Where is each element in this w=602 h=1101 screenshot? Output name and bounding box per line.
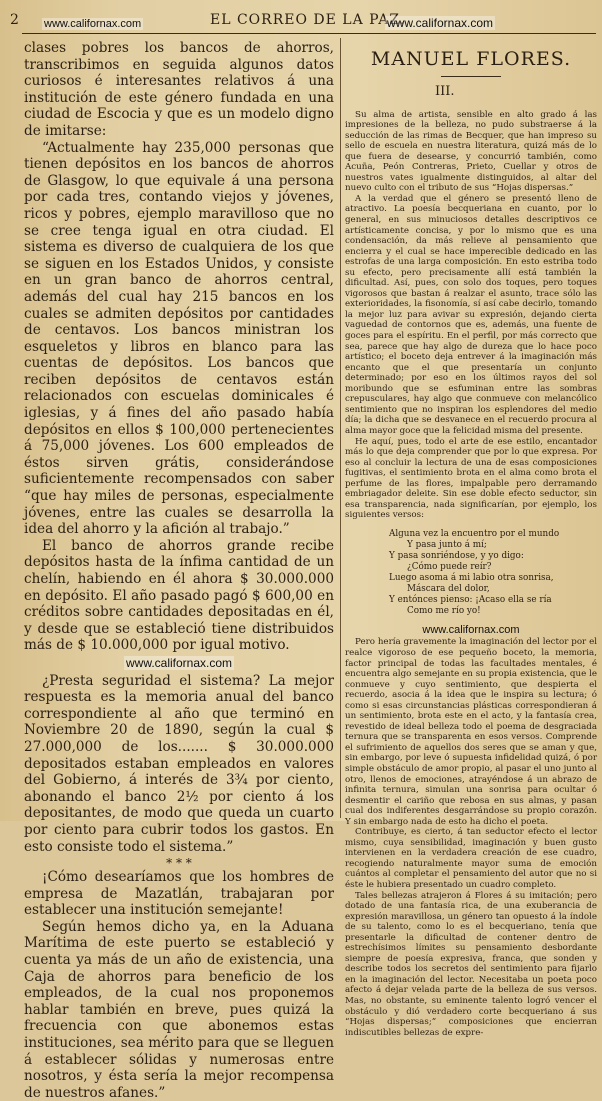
column-divider: [340, 38, 341, 818]
left-column: [24, 40, 334, 1101]
paragraph: Su alma de artista, sensible en alto grado á las impresiones de la belleza, no pudo substraerse á la seducción de las rimas de Becquer, que han impreso su sello de escuela en nuestra literatura, quizá más de lo que fuera de desearse, y concurrió también, como Acuña, Peón Contreras, Prieto, Cuellar y otros de nuestros vates igualmente distinguidos, al altar del nuevo culto con el tributo de sus “Hojas dispersas.”: [345, 109, 597, 194]
paragraph: clases pobres los bancos de ahorros, transcribimos en seguida algunos datos curiosos é interesantes relativos á una institución de este género fundada en una ciudad de Escocia y que es un modelo digno de imitarse:: [24, 40, 334, 139]
paragraph: El banco de ahorros grande recibe depósitos hasta de la ínfima cantidad de un chelín, habiendo en él ahora $ 30.000.000 en depósito. El año pasado pagó $ 600,00 en créditos sobre cantidades depositadas en él, y desde que se estableció tiene distribuidos más de $ 10.000,000 por igual motivo.: [24, 537, 334, 654]
watermark-top-right: www.californax.com: [387, 16, 494, 30]
page-number: 2: [10, 12, 19, 28]
watermark-right-column: www.californax.com: [422, 623, 520, 636]
poem-line: Alguna vez la encuentro por el mundo: [389, 528, 560, 539]
paragraph: Tales bellezas atrajeron á Flores á su imitación; pero dotado de una fantasía rica, de una exuberancia de expresión maravillosa, un género tan opuesto á la índole de su talento, como lo es el becqueriano, tenía que presentarle la dificultad de contener dentro de estrechísimos límites su pensamiento desbordante siempre de poesía expresiva, franca, que sonden y describe todos los secretos del sentimiento para fijarlo en la imaginación del lector. Necesitaba un poeta poco afecto á dejar velada parte de la belleza de sus versos. Mas, no obstante, su eminente talento logró vencer el obstáculo y dió verdadero corte becqueriano á sus “Hojas dispersas;” composiciones que encierran indiscutibles bellezas de expre-: [345, 890, 597, 1038]
header-rule: [22, 33, 596, 34]
paragraph: He aquí, pues, todo el arte de ese estilo, encantador más lo que deja comprender que por lo que expresa. Por eso al concluir la lectura de una de esas composiciones fugitivas, el sentimiento brota en el alma como brota el perfume de las flores, impalpable pero derramando embriagador deleite. Sin ese doble efecto seductor, sin esa transparencia, nada significarían, por ejemplo, los siguientes versos:: [345, 436, 597, 521]
poem-line: Y pasa junto á mí;: [407, 539, 487, 550]
section-number: III.: [435, 84, 455, 99]
poem-line: Y pasa sonriéndose, y yo digo:: [389, 550, 524, 561]
paragraph: ¡Cómo desearíamos que los hombres de empresa de Mazatlán, trabajaran por establecer una institución semejante!: [24, 869, 334, 919]
section-stars: * * *: [166, 856, 192, 871]
poem-line: Máscara del dolor,: [407, 583, 490, 594]
watermark-middle-container: [24, 655, 334, 672]
right-column: [345, 40, 597, 1038]
watermark-top-left: www.californax.com: [44, 18, 142, 30]
newspaper-title: EL CORREO DE LA PAZ.: [210, 12, 406, 28]
page-header: [0, 0, 602, 32]
watermark-middle: www.californax.com: [125, 655, 233, 670]
paragraph: “Actualmente hay 235,000 personas que tienen depósitos en los bancos de ahorros de Glasgow, lo que equivale á una persona por cada tres, contando viejos y jóvenes, ricos y pobres, ejemplo maravilloso que no se cree tenga igual en otra ciudad. El sistema es diverso de cualquiera de los que se siguen en los Estados Unidos, y consiste en un gran banco de ahorros central, además del cual hay 215 bancos en los cuales se admiten depósitos por cantidades de centavos. Los bancos ministran los esqueletos y libros en blanco para las cuentas de depósitos. Los bancos que reciben depósitos de centavos están relacionados con escuelas dominicales é iglesias, y á fines del año pasado había depósitos en ellos $ 100,000 pertenecientes á 75,000 jóvenes. Los 600 empleados de éstos sirven grátis, considerándose suficientemente recompensados con saber “que hay miles de personas, especialmente jóvenes, entre las cuales se desarrolla la idea del ahorro y la afición al trabajo.”: [24, 139, 334, 538]
poem: [345, 529, 597, 617]
paragraph: Contribuye, es cierto, á tan seductor efecto el lector mismo, cuya sensibilidad, imaginación y buen gusto intervienen en la verdadera creación de ese cuadro, recogiendo naturalmente mayor suma de emoción cuántos al completar el pensamiento del autor que no si éste le hubiera presentado un cuadro completo.: [345, 827, 597, 890]
title-ornament: [441, 76, 501, 77]
paragraph: Según hemos dicho ya, en la Aduana Marítima de este puerto se estableció y cuenta ya más de un año de existencia, una Caja de ahorros para beneficio de los empleados, de la cual nos proponemos hablar también en breve, pues quizá la frecuencia con que abonemos estas instituciones, sea mérito para que se lleguen á establecer sólidas y numerosas entre nosotros, y ésta sería la mejor recompensa de nuestros afanes.”: [24, 918, 334, 1101]
poem-line: Y entónces pienso: ¡Acaso ella se ría: [389, 594, 552, 605]
paragraph: A la verdad que el género se presentó lleno de atractivo. La poesía becqueriana en cuanto, por lo general, en sus minuciosos detalles descriptivos ce artísticamente concisa, y por lo mismo que es una condensación, da más relieve al pensamiento que encierra y el cual se hace imperecible dedicado en las estrofas de una larga composición. En esto estriba todo su efecto, pero precisamente allí está también la dificultad. Así, pues, con solo dos toques, pero toques vigorosos que bastan á realzar el asunto, trace sólo las exterioridades, la fisonomía, sí así cabe decirlo, tomando la mejor luz para avivar su expresión, dejando cierta vaguedad de contornos que es, además, una fuente de goces para el espíritu. En el perfil, por más correcto que sea, parece que hay algo de dureza que lo hace poco artístico; el boceto deja entrever á la imaginación más encanto que el que presentaría un conjunto determinado; por eso en los últimos rayos del sol moribundo que se esfuminan entre las sombras crepusculares, hay algo que conmueve con melancólico sentimiento que no inspiran los esplendores del medio día; la dicha que se desvanece en el recuerdo procura al alma mayor goce que la felicidad misma del presente.: [345, 193, 597, 436]
poem-line: ¿Cómo puede reír?: [407, 561, 492, 572]
paragraph: ¿Presta seguridad el sistema? La mejor respuesta es la memoria anual del banco correspondiente al año que terminó en Noviembre 20 de 1890, según la cual $ 27.000,000 de los....... $ 30.000.000 depositados estaban empleados en valores del Gobierno, á interés de 3¾ por ciento, abonando el banco 2½ por ciento á los depositantes, de modo que queda un cuarto por ciento para cubrir todos los gastos. En esto consiste todo el sistema.”: [24, 672, 334, 855]
poem-line: Luego asoma á mi labio otra sonrisa,: [389, 572, 554, 583]
poem-line: Como me río yo!: [407, 605, 481, 616]
article-title: MANUEL FLORES.: [370, 48, 572, 70]
paragraph: Pero hería gravemente la imaginación del lector por el realce vigoroso de ese pequeño boceto, la memoria, factor principal de todas las facultades mentales, é encuentra algo semejante en su propia existencia, que le conmueve y cuyo sentimiento, que despierta el recuerdo, asocia á la idea que le inspira su lectura; ó como si esas circunstancias plásticas correspondieran á un sentimiento, brota este en el acto, y la fantasía crea, revestido de ideal belleza todo el poema de desgraciada ternura que se transparenta en esos versos. Comprende el sufrimiento de aquellos dos seres que se aman y que, sin embargo, por leve ó supuesta infidelidad quizá, ó por simple obstáculo de amor propio, al pasar el uno junto al otro, llenos de emociones, atrayéndose á un abrazo de infinita ternura, simulan una sonrisa para ocultar ó desmentir el cariño que rebosa en sus almas, y pasan cual dos indiferentes desgarrándose su propio corazón. Y sin embargo nada de esto ha dicho el poeta.: [345, 637, 597, 827]
